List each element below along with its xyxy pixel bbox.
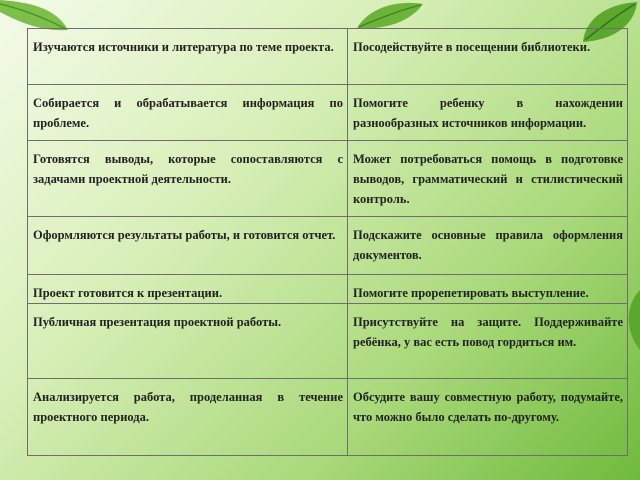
advice-cell: Подскажите основные правила оформления документов. — [348, 217, 628, 275]
table-row — [28, 141, 628, 217]
advice-cell: Помогите прорепетировать выступление. — [348, 275, 628, 304]
advice-cell: Посодействуйте в посещении библиотеки. — [348, 29, 628, 85]
table-row — [28, 275, 628, 304]
table-row — [28, 85, 628, 141]
advice-cell: Обсудите вашу совместную работу, подумайте, что можно было сделать по-другому. — [348, 379, 628, 456]
table-row — [28, 379, 628, 456]
stage-cell: Оформляются результаты работы, и готовится отчет. — [28, 217, 348, 275]
stage-cell: Собирается и обрабатывается информация по проблеме. — [28, 85, 348, 141]
stage-cell: Готовятся выводы, которые сопоставляются с задачами проектной деятельности. — [28, 141, 348, 217]
leaf-top-center-icon — [355, 0, 425, 30]
advice-cell: Может потребоваться помощь в подготовке выводов, грамматический и стилистический контроль. — [348, 141, 628, 217]
table-row — [28, 29, 628, 85]
stage-cell: Публичная презентация проектной работы. — [28, 304, 348, 379]
stage-cell: Изучаются источники и литература по теме проекта. — [28, 29, 348, 85]
advice-cell: Помогите ребенку в нахождении разнообразных источников информации. — [348, 85, 628, 141]
table-row — [28, 304, 628, 379]
advice-cell: Присутствуйте на защите. Поддерживайте ребёнка, у вас есть повод гордиться им. — [348, 304, 628, 379]
project-stages-table — [27, 28, 628, 456]
table-row — [28, 217, 628, 275]
stage-cell: Анализируется работа, проделанная в течение проектного периода. — [28, 379, 348, 456]
stage-cell: Проект готовится к презентации. — [28, 275, 348, 304]
